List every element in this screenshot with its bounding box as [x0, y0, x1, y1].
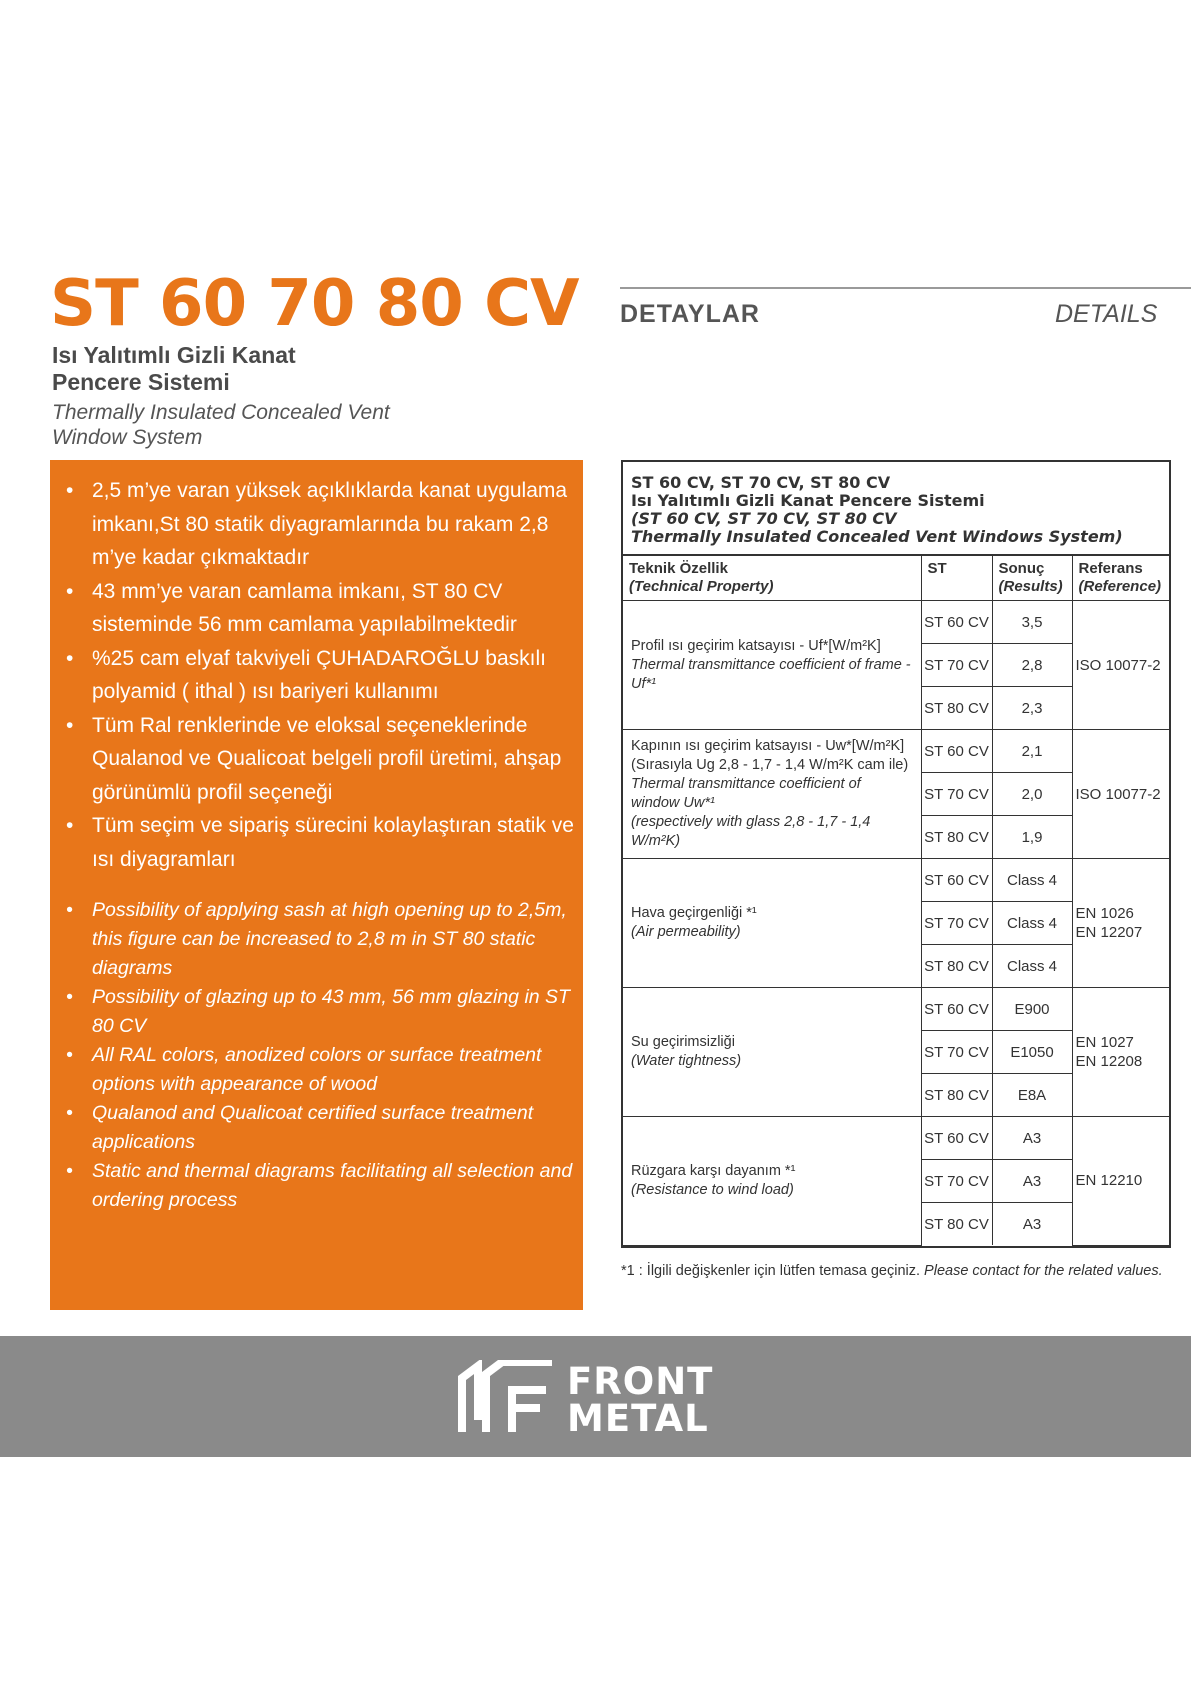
details-label-tr: DETAYLAR: [620, 300, 760, 328]
result-cell: 2,8: [992, 644, 1072, 687]
property-cell: [623, 601, 921, 730]
reference-cell: [1072, 859, 1169, 988]
result-cell: Class 4: [992, 902, 1072, 945]
model-cell: ST 70 CV: [921, 902, 992, 945]
spec-table: [621, 460, 1171, 1248]
result-cell: 2,1: [992, 730, 1072, 773]
model-cell: ST 80 CV: [921, 687, 992, 730]
result-cell: E900: [992, 988, 1072, 1031]
result-cell: A3: [992, 1160, 1072, 1203]
table-heading-line: ST 60 CV, ST 70 CV, ST 80 CV: [631, 473, 891, 492]
table-heading-line: Isı Yalıtımlı Gizli Kanat Pencere Sistemi: [631, 491, 985, 510]
result-cell: A3: [992, 1203, 1072, 1246]
table-row: [623, 988, 1169, 1031]
reference-cell: [1072, 988, 1169, 1117]
col-header-reference-en: (Reference): [1078, 578, 1162, 595]
model-cell: ST 70 CV: [921, 1031, 992, 1074]
spec-grid: [623, 555, 1169, 1246]
subtitle-en-line-1: Thermally Insulated Concealed Vent: [52, 401, 390, 424]
model-cell: ST 80 CV: [921, 1203, 992, 1246]
property-tr: Rüzgara karşı dayanım *¹: [631, 1162, 796, 1179]
model-cell: ST 80 CV: [921, 816, 992, 859]
property-tr: Profil ısı geçirim katsayısı - Uf*[W/m²K]: [631, 637, 881, 654]
feature-item: • Static and thermal diagrams facilitating all selection and ordering process: [92, 1157, 577, 1215]
reference-line: EN 12208: [1075, 1053, 1143, 1070]
model-cell: ST 80 CV: [921, 1074, 992, 1117]
reference-line: EN 12210: [1075, 1172, 1143, 1190]
table-row: [623, 601, 1169, 644]
property-en-extra: (respectively with glass 2,8 - 1,7 - 1,4 W/m²K): [631, 814, 871, 849]
property-tr: Kapının ısı geçirim katsayısı - Uw*[W/m²K]: [631, 738, 905, 754]
col-header-st-label: ST: [927, 560, 947, 577]
col-header-result-en: (Results): [998, 578, 1063, 595]
model-cell: ST 60 CV: [921, 730, 992, 773]
details-label-en: DETAILS: [1055, 300, 1158, 328]
property-en: Thermal transmittance coefficient of window Uw*¹: [631, 776, 861, 811]
property-tr-extra: (Sırasıyla Ug 2,8 - 1,7 - 1,4 W/m²K cam ile): [631, 757, 909, 773]
property-cell: [623, 730, 921, 859]
result-cell: 2,3: [992, 687, 1072, 730]
reference-cell: [1072, 1117, 1169, 1246]
features-list-english: [92, 896, 577, 1215]
brand-wordmark: [567, 1360, 714, 1440]
subtitle-turkish: [52, 342, 296, 396]
col-header-property-tr: Teknik Özellik: [629, 560, 728, 577]
col-header-property: [623, 556, 921, 601]
table-heading-line: (ST 60 CV, ST 70 CV, ST 80 CV: [631, 509, 897, 528]
property-tr: Hava geçirgenliği *¹: [631, 905, 757, 921]
result-cell: 3,5: [992, 601, 1072, 644]
col-header-property-en: (Technical Property): [629, 578, 774, 595]
table-header-row: [623, 556, 1169, 601]
result-cell: Class 4: [992, 859, 1072, 902]
property-tr: Su geçirimsizliği: [631, 1034, 735, 1050]
feature-item: • All RAL colors, anodized colors or surface treatment options with appearance of wood: [92, 1041, 577, 1099]
col-header-result: [992, 556, 1072, 601]
table-row: [623, 859, 1169, 902]
result-cell: Class 4: [992, 945, 1072, 988]
section-divider: [620, 287, 1191, 289]
subtitle-english: [52, 400, 390, 450]
feature-item: • Possibility of glazing up to 43 mm, 56 mm glazing in ST 80 CV: [92, 983, 577, 1041]
reference-line: EN 1027: [1075, 1034, 1134, 1051]
subtitle-tr-line-2: Pencere Sistemi: [52, 369, 230, 395]
model-cell: ST 70 CV: [921, 644, 992, 687]
result-cell: E1050: [992, 1031, 1072, 1074]
property-en: (Resistance to wind load): [631, 1181, 794, 1198]
reference-cell: [1072, 730, 1169, 859]
property-en: (Water tightness): [631, 1053, 742, 1069]
col-header-result-tr: Sonuç: [998, 560, 1045, 577]
model-cell: ST 70 CV: [921, 773, 992, 816]
feature-item: • %25 cam elyaf takviyeli ÇUHADAROĞLU baskılı polyamid ( ithal ) ısı bariyeri kullanımı: [92, 642, 577, 709]
result-cell: E8A: [992, 1074, 1072, 1117]
feature-item: • 2,5 m’ye varan yüksek açıklıklarda kanat uygulama imkanı,St 80 statik diyagramlarında bu rakam 2,8 m’ye kadar çıkmaktadır: [92, 474, 577, 575]
property-en: (Air permeability): [631, 924, 741, 940]
col-header-reference-tr: Referans: [1078, 560, 1143, 577]
feature-item: • Qualanod and Qualicoat certified surface treatment applications: [92, 1099, 577, 1157]
model-cell: ST 70 CV: [921, 1160, 992, 1203]
feature-item: • Tüm seçim ve sipariş sürecini kolaylaştıran statik ve ısı diyagramları: [92, 809, 577, 876]
result-cell: 2,0: [992, 773, 1072, 816]
reference-line: ISO 10077-2: [1075, 785, 1161, 803]
footnote-tr: *1 : İlgili değişkenler için lütfen temasa geçiniz.: [621, 1263, 921, 1279]
table-row: [623, 1117, 1169, 1160]
feature-item: • Possibility of applying sash at high opening up to 2,5m, this figure can be increased to 2,8 m in ST 80 static diagrams: [92, 896, 577, 983]
property-cell: [623, 859, 921, 988]
property-en: Thermal transmittance coefficient of frame - Uf*¹: [631, 656, 911, 692]
footnote-en: Please contact for the related values.: [924, 1263, 1163, 1279]
subtitle-en-line-2: Window System: [52, 426, 203, 449]
features-list-turkish: [92, 474, 577, 876]
feature-item: • Tüm Ral renklerinde ve eloksal seçeneklerinde Qualanod ve Qualicoat belgeli profil üretimi, ahşap görünümlü profil seçeneği: [92, 709, 577, 810]
model-cell: ST 60 CV: [921, 859, 992, 902]
features-panel: [50, 460, 583, 1310]
reference-line: EN 12207: [1075, 924, 1143, 941]
property-cell: [623, 988, 921, 1117]
reference-cell: [1072, 601, 1169, 730]
table-footnote: [621, 1263, 1163, 1279]
result-cell: A3: [992, 1117, 1072, 1160]
subtitle-tr-line-1: Isı Yalıtımlı Gizli Kanat: [52, 342, 296, 368]
reference-line: EN 1026: [1075, 905, 1134, 922]
feature-item: • 43 mm’ye varan camlama imkanı, ST 80 CV sisteminde 56 mm camlama yapılabilmektedir: [92, 575, 577, 642]
col-header-reference: [1072, 556, 1169, 601]
spec-table-heading: [623, 462, 1169, 555]
result-cell: 1,9: [992, 816, 1072, 859]
model-cell: ST 80 CV: [921, 945, 992, 988]
reference-line: ISO 10077-2: [1075, 656, 1161, 674]
table-row: [623, 730, 1169, 773]
property-cell: [623, 1117, 921, 1246]
model-cell: ST 60 CV: [921, 1117, 992, 1160]
col-header-st: [921, 556, 992, 601]
front-metal-logo-icon: [456, 1360, 556, 1436]
model-cell: ST 60 CV: [921, 988, 992, 1031]
brand-line-1: FRONT: [567, 1360, 714, 1403]
table-heading-line: Thermally Insulated Concealed Vent Windows System): [631, 527, 1123, 546]
model-cell: ST 60 CV: [921, 601, 992, 644]
product-title: ST 60 70 80 CV: [50, 267, 579, 341]
brand-line-2: METAL: [567, 1397, 709, 1440]
